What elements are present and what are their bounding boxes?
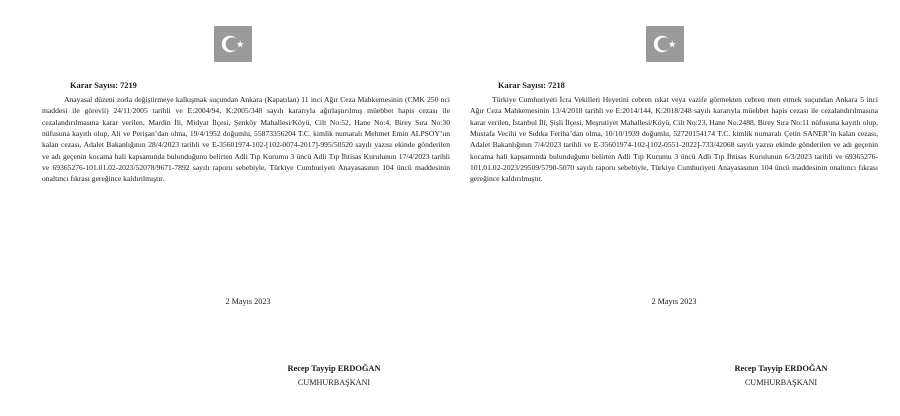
signer-name: Recep Tayyip ERDOĞAN	[287, 364, 381, 373]
decision-number-heading: Karar Sayısı: 7219	[70, 81, 137, 90]
decree-body-text: Anayasal düzeni zorla değiştirmeye kalkışmak suçundan Ankara (Kapatılan) 11 inci Ağır Ceza Mahkemesinin (CMK 250 nci maddesi ile görevli) 24/11/2005 tarihli ve E:2004/94, K:2005/348 sayılı kararıyla ağırlaştırılmış müebbet hapis cezası ile cezalandırılmasına karar verilen, Mardin İli, Midyat İlçesi, Şenköy Mahallesi/Köyü, Cilt No:52, Hane No:4, Birey Sıra No:30 nüfusuna kayıtlı olup, Ali ve Perişan’dan olma, 19/4/1952 doğumlu, 55873356204 T.C. kimlik numaralı Mehmet Emin ALPSOY’un kalan cezası, Adalet Bakanlığının 28/4/2023 tarihli ve E-35601974-102-[102-0074-2017]-995/50520 sayılı yazısı ekinde gönderilen ve adı geçenin kocama hali kapsamında bulunduğunu belirten Adli Tıp Kurumu 3 üncü Adli Tıp İhtisas Kurulunun 17/4/2023 tarihli ve 69365276-101.01.02-2023/52078/9671-7892 sayılı raporu sebebiyle, Türkiye Cumhuriyeti Anayasasının 104 üncü maddesinin onaltıncı fıkrası gereğince kaldırılmıştır.	[42, 95, 450, 184]
decree-7219	[40, 0, 456, 416]
turkish-flag-icon	[214, 26, 252, 62]
signer-title: CUMHURBAŞKANI	[744, 378, 818, 387]
decree-date: 2 Mayıs 2023	[651, 297, 697, 306]
decree-7218	[468, 0, 884, 416]
signature-block	[264, 362, 404, 390]
signer-title: CUMHURBAŞKANI	[297, 378, 371, 387]
turkish-flag-icon	[646, 26, 684, 62]
decree-body-text: Türkiye Cumhuriyeti İcra Vekilleri Heyetini cebren ıskat veya vazife görmekten cebren men etmek suçundan Ankara 5 inci Ağır Ceza Mahkemesinin 13/4/2018 tarihli ve E:2014/144, K:2018/248 sayılı kararıyla müebbet hapis cezası ile cezalandırılmasına karar verilen, İstanbul İli, Şişli İlçesi, Meşrutiyet Mahallesi/Köyü, Cilt No:23, Hane No:2488, Birey Sıra No:11 nüfusuna kayıtlı olup, Mustafa Vecihi ve Sıdıka Feriha’dan olma, 10/10/1939 doğumlu, 52720154174 T.C. kimlik numaralı Çetin SANER’in kalan cezası, Adalet Bakanlığının 7/4/2023 tarihli ve E-35601974-102-[102-0551-2022]-733/42068 sayılı yazısı ekinde gönderilen ve adı geçenin kocama hali kapsamında bulunduğunu belirten Adli Tıp Kurumu 3 üncü Adli Tıp İhtisas Kurulunun 6/3/2023 tarihli ve 69365276-101.01.02-2023/29509/5790-5070 sayılı raporu sebebiyle, Türkiye Cumhuriyeti Anayasasının 104 üncü maddesinin onaltıncı fıkrası gereğince kaldırılmıştır.	[470, 95, 878, 184]
signature-block	[711, 362, 851, 390]
decree-date: 2 Mayıs 2023	[225, 297, 271, 306]
decision-number-heading: Karar Sayısı: 7218	[498, 81, 565, 90]
signer-name: Recep Tayyip ERDOĞAN	[734, 364, 828, 373]
